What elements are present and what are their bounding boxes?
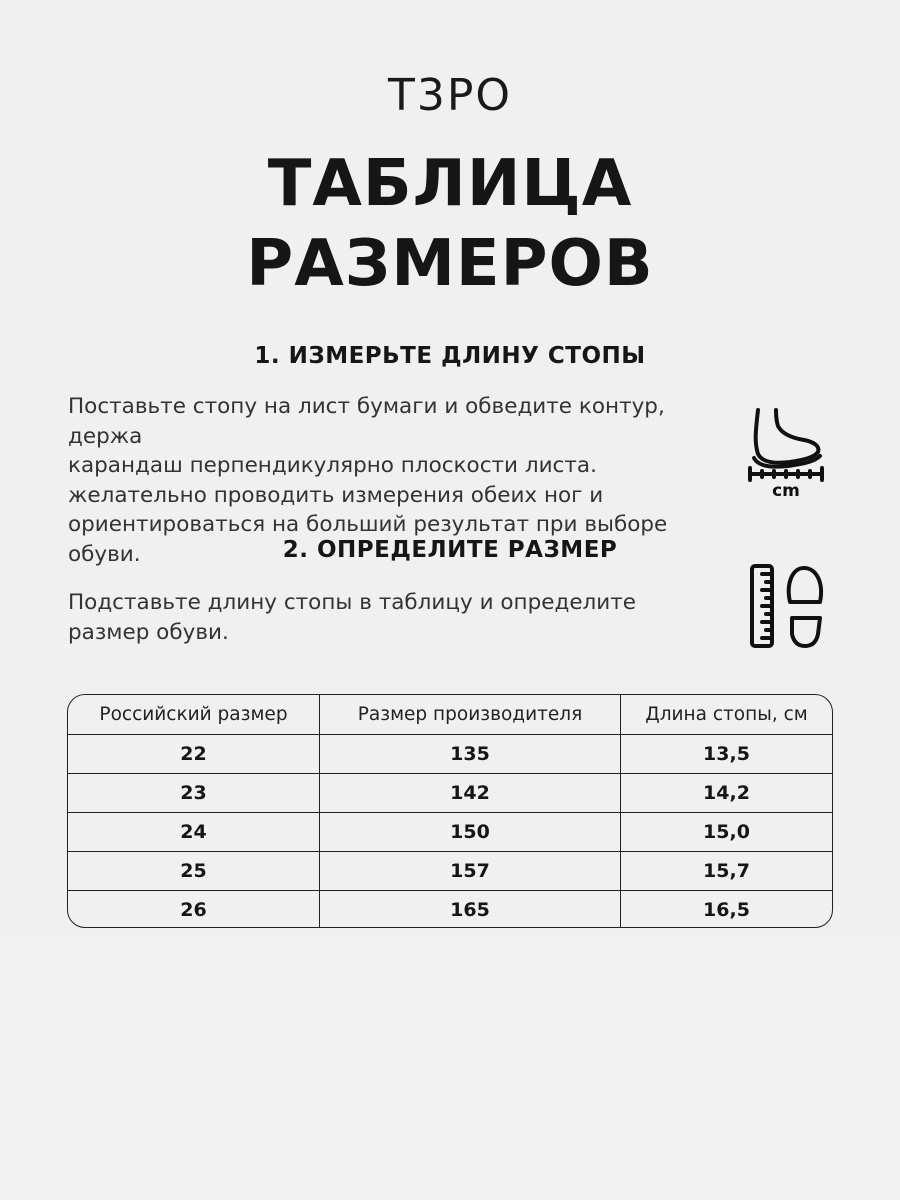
step-2-text <box>68 588 728 647</box>
cell-foot-length: 13,5 <box>621 735 833 774</box>
step-1-line: ориентироваться на больший результат при выборе <box>68 512 668 537</box>
column-header-manufacturer-size: Размер производителя <box>320 695 621 735</box>
step-1-line: Поставьте стопу на лист бумаги и обведите контур, держа <box>68 394 665 449</box>
step-2-line: Подставьте длину стопы в таблицу и определите <box>68 590 637 615</box>
table-row <box>68 735 832 774</box>
cell-manufacturer-size: 142 <box>320 774 621 813</box>
cell-russian-size: 24 <box>68 813 320 852</box>
cell-foot-length: 14,2 <box>621 774 833 813</box>
step-2-heading: 2. ОПРЕДЕЛИТЕ РАЗМЕР <box>282 537 618 563</box>
step-1-line: обуви. <box>68 541 141 567</box>
table-row <box>68 852 832 891</box>
table-row <box>68 774 832 813</box>
step-1-line: карандаш перпендикулярно плоскости листа. <box>68 453 597 478</box>
cell-russian-size: 22 <box>68 735 320 774</box>
cell-manufacturer-size: 165 <box>320 891 621 929</box>
cell-manufacturer-size: 157 <box>320 852 621 891</box>
cell-russian-size: 26 <box>68 891 320 929</box>
cell-manufacturer-size: 135 <box>320 735 621 774</box>
page-title-line-1: ТАБЛИЦА <box>267 147 633 221</box>
table-row <box>68 813 832 852</box>
page-bottom-area <box>0 935 900 1200</box>
cell-foot-length: 15,7 <box>621 852 833 891</box>
step-1-heading: 1. ИЗМЕРЬТЕ ДЛИНУ СТОПЫ <box>254 343 646 369</box>
foot-measure-icon <box>744 400 828 500</box>
column-header-foot-length: Длина стопы, см <box>621 695 833 735</box>
step-2-line: размер обуви. <box>68 619 229 645</box>
size-table <box>67 694 833 928</box>
brand-logo: T3PO <box>387 70 513 121</box>
step-1-line: желательно проводить измерения обеих ног и <box>68 482 604 508</box>
cell-foot-length: 16,5 <box>703 899 750 921</box>
ruler-footprint-icon <box>748 562 830 652</box>
cell-russian-size: 23 <box>68 774 320 813</box>
foot-icon-label: cm <box>772 481 800 500</box>
page-title-line-2: РАЗМЕРОВ <box>246 227 654 301</box>
table-row <box>68 891 832 929</box>
table-header-row <box>68 695 832 735</box>
cell-russian-size: 25 <box>68 852 320 891</box>
cell-manufacturer-size: 150 <box>320 813 621 852</box>
cell-foot-length: 15,0 <box>621 813 833 852</box>
column-header-russian-size: Российский размер <box>68 695 320 735</box>
